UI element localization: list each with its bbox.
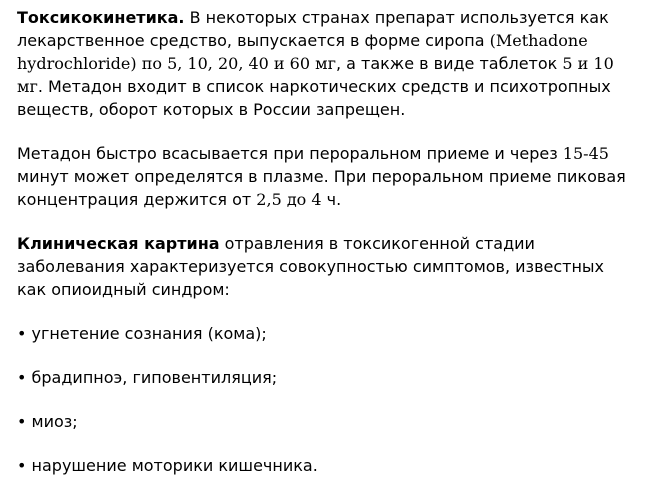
symptom-item: • угнетение сознания (кома); <box>17 324 267 343</box>
clinical-text: отравления в токсикогенной стадии заболевания характеризуется совокупностью симптомов, известных как опиоидный синдром: <box>17 234 605 299</box>
symptom-item: • нарушение моторики кишечника. <box>17 456 318 475</box>
absorption-minutes: 15-45 <box>562 144 609 163</box>
toxicokinetics-paragraph <box>17 6 637 121</box>
absorption-hours: 2,5 до 4 <box>256 190 322 209</box>
clinical-paragraph <box>17 232 637 301</box>
absorption-text-3: ч. <box>321 190 342 209</box>
toxicokinetics-heading: Токсикокинетика. <box>17 8 185 27</box>
toxicokinetics-latin-name: (Methadone hydrochloride) по 5, 10, 20, 40 и 60 мг <box>17 31 588 73</box>
symptom-item: • миоз; <box>17 412 78 431</box>
absorption-text-1: Метадон быстро всасывается при пероральном приеме и через <box>17 144 563 163</box>
toxicokinetics-text-2: , а также в виде таблеток <box>335 54 563 73</box>
toxicokinetics-text-3: . Метадон входит в список наркотических средств и психотропных веществ, оборот которых в России запрещен. <box>17 77 611 119</box>
toxicokinetics-text-1: В некоторых странах препарат используется как лекарственное средство, выпускается в форме сиропа <box>17 8 609 50</box>
symptom-item: • брадипноэ, гиповентиляция; <box>17 368 278 387</box>
document-page <box>17 6 637 477</box>
toxicokinetics-tablet-doses: 5 и 10 мг <box>17 54 614 96</box>
clinical-heading: Клиническая картина <box>17 234 220 253</box>
absorption-paragraph <box>17 142 637 211</box>
absorption-text-2: минут может определятся в плазме. При пероральном приеме пиковая концентрация держится от <box>17 167 626 209</box>
